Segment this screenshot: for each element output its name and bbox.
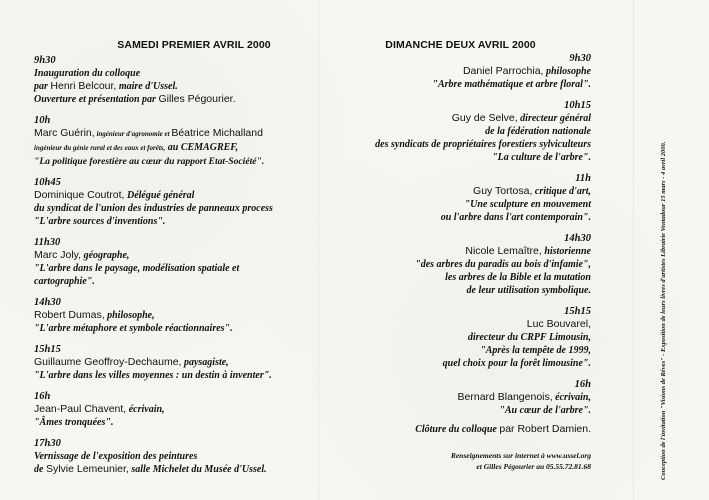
session-10h15-sunday: 10h15 Guy de Selve, directeur général de la fédération nationale des syndicats de propriétaires forestiers sylviculteurs "La culture de l'arbre".: [375, 100, 591, 163]
closing-line: Clôture du colloque par Robert Damien.: [415, 423, 591, 435]
fold-line-left: [318, 0, 320, 500]
fold-line-right: [633, 0, 635, 500]
session-10h45: 10h45 Dominique Coutrot, Délégué général du syndicat de l'union des industries de panneaux process "L'arbre sources d'inventions".: [34, 177, 273, 227]
sunday-heading: DIMANCHE DEUX AVRIL 2000: [385, 39, 536, 51]
saturday-column: [34, 39, 314, 476]
session-11h-sunday: 11h Guy Tortosa, critique d'art, "Une sculpture en mouvement ou l'arbre dans l'art contemporain".: [440, 173, 591, 223]
session-10h: 10h Marc Guérin, ingénieur d'agronomie et Béatrice Michalland ingénieur du génie rural et des eaux et forêts, au CEMAGREF, "La politique forestière au cœur du rapport Etat-Société".: [34, 115, 265, 167]
contact-info: Renseignements sur internet à www.ussel.org et Gilles Pégourier au 05.55.72.81.68: [450, 451, 591, 471]
session-16h: 16h Jean-Paul Chavent, écrivain, "Âmes tronquées".: [34, 391, 165, 428]
sunday-column: [330, 39, 591, 472]
session-9h30-sunday: 9h30 Daniel Parrochia, philosophe "Arbre mathématique et arbre floral".: [432, 53, 591, 90]
session-15h15: 15h15 Guillaume Geoffroy-Dechaume, paysagiste, "L'arbre dans les villes moyennes : un destin à inventer".: [34, 344, 272, 381]
session-15h15-sunday: 15h15 Luc Bouvarel, directeur du CRPF Limousin, "Après la tempête de 1999, quel choix pour la forêt limousine".: [442, 306, 591, 369]
vertical-credit: Conception de l'invitation "Visions de Rêves" - Exposition de leurs livres d'artistes Librairie Ventadour 15 mars - 4 avril 2000.: [660, 141, 667, 480]
session-9h30: 9h30 Inauguration du colloque par Henri Belcour, maire d'Ussel. Ouverture et présentation par Gilles Pégourier.: [34, 55, 236, 105]
session-17h30: 17h30 Vernissage de l'exposition des peintures de Sylvie Lemeunier, salle Michelet du Musée d'Ussel.: [34, 438, 267, 475]
session-16h-sunday: 16h Bernard Blangenois, écrivain, "Au cœur de l'arbre".: [457, 379, 591, 416]
session-14h30-sunday: 14h30 Nicole Lemaître, historienne "des arbres du paradis au bois d'infamie", les arbres de la Bible et la mutation de leur utilisation symbolique.: [415, 233, 591, 296]
saturday-heading: SAMEDI PREMIER AVRIL 2000: [117, 39, 271, 51]
session-11h30: 11h30 Marc Joly, géographe, "L'arbre dans le paysage, modélisation spatiale et cartographie".: [34, 237, 240, 287]
session-14h30: 14h30 Robert Dumas, philosophe, "L'arbre métaphore et symbole réactionnaires".: [34, 297, 233, 334]
